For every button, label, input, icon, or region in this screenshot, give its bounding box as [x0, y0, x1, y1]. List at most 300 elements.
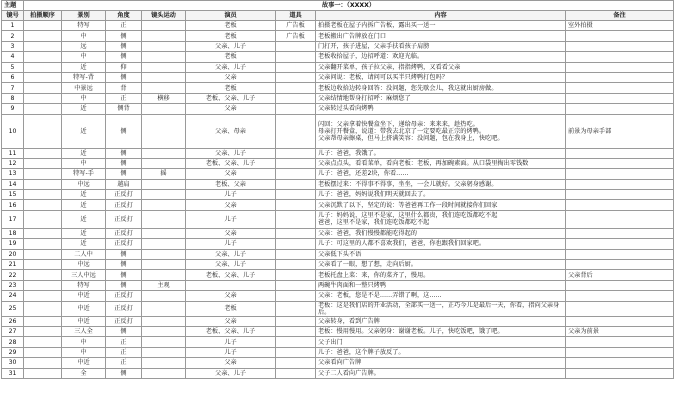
cell-props — [276, 239, 316, 249]
content-line: 父亲：爸爸，我们慢慢都能吃得起的 — [318, 230, 417, 238]
cell-actors: 父亲 — [186, 228, 276, 238]
table-row — [2, 326, 674, 336]
cell-actors: 父亲、儿子 — [186, 148, 276, 158]
cell-content — [316, 72, 566, 82]
cell-angle: 正反打 — [106, 301, 142, 316]
cell-actors: 老板 — [186, 301, 276, 316]
cell-note — [566, 190, 674, 200]
cell-order — [24, 249, 62, 259]
cell-props — [276, 270, 316, 280]
content-line: 父亲沉默了以下，坚定的说：等爸爸再工作一段时间就接你们回家 — [318, 201, 498, 209]
cell-angle: 正反打 — [106, 239, 142, 249]
cell-note — [566, 62, 674, 72]
cell-shot-size: 特写-背 — [62, 72, 106, 82]
cell-angle: 正反打 — [106, 291, 142, 301]
cell-order — [24, 41, 62, 51]
cell-content — [316, 114, 566, 148]
cell-shot-size: 中远 — [62, 179, 106, 189]
story-title: 故事一：（XXXX） — [24, 1, 674, 11]
cell-camera-move: 主观 — [142, 280, 186, 290]
cell-note — [566, 347, 674, 357]
cell-shot-size: 近 — [62, 104, 106, 114]
content-line: 父亲翻开菜单，孩子拉父亲，指指烤鸭，又看看父亲 — [318, 63, 461, 71]
cell-shot-number: 10 — [2, 114, 24, 148]
table-row — [2, 148, 674, 158]
cell-angle: 侧 — [106, 249, 142, 259]
cell-camera-move — [142, 337, 186, 347]
cell-note — [566, 337, 674, 347]
content-line: 父亲帮母亲擦桌，但马上挤满笑容：没问题，包在我身上，快吃吧。 — [318, 134, 504, 142]
cell-order — [24, 270, 62, 280]
cell-actors: 儿子 — [186, 190, 276, 200]
cell-actors: 老板、父亲、儿子 — [186, 326, 276, 336]
cell-actors: 儿子 — [186, 337, 276, 347]
cell-order — [24, 200, 62, 210]
cell-order — [24, 291, 62, 301]
cell-angle: 侧 — [106, 260, 142, 270]
cell-angle: 侧 — [106, 280, 142, 290]
cell-camera-move — [142, 148, 186, 158]
cell-shot-number: 8 — [2, 93, 24, 103]
cell-camera-move — [142, 72, 186, 82]
cell-order — [24, 368, 62, 378]
cell-angle: 正反打 — [106, 200, 142, 210]
column-header: 内容 — [316, 11, 566, 21]
table-row — [2, 210, 674, 228]
cell-content — [316, 190, 566, 200]
content-line: 母亲打开餐盒，说道：带我去北京了一定要吃最正宗的烤鸭。 — [318, 127, 486, 135]
cell-shot-number: 21 — [2, 260, 24, 270]
cell-props — [276, 326, 316, 336]
cell-actors: 老板 — [186, 83, 276, 93]
cell-props — [276, 301, 316, 316]
table-row — [2, 358, 674, 368]
cell-content — [316, 347, 566, 357]
content-line: 老板收拾屋子，边招呼道：欢迎光临。 — [318, 53, 424, 61]
cell-actors: 儿子 — [186, 210, 276, 228]
cell-actors: 父亲、儿子 — [186, 368, 276, 378]
cell-angle: 侧 — [106, 148, 142, 158]
cell-props — [276, 158, 316, 168]
cell-shot-number: 17 — [2, 210, 24, 228]
table-row — [2, 200, 674, 210]
cell-camera-move — [142, 41, 186, 51]
cell-angle: 正反打 — [106, 210, 142, 228]
cell-order — [24, 190, 62, 200]
content-line: 父亲结情地帮身打招呼：麻烦您了 — [318, 94, 411, 102]
table-row — [2, 260, 674, 270]
cell-shot-number: 31 — [2, 368, 24, 378]
cell-shot-number: 15 — [2, 190, 24, 200]
cell-shot-size: 中远 — [62, 260, 106, 270]
cell-props — [276, 93, 316, 103]
cell-camera-move — [142, 200, 186, 210]
cell-actors: 父亲 — [186, 291, 276, 301]
cell-note — [566, 72, 674, 82]
cell-shot-size: 三人全 — [62, 326, 106, 336]
cell-order — [24, 301, 62, 316]
cell-shot-size: 中近 — [62, 291, 106, 301]
content-line: 闪回：父亲拿着快餐盒坐下，递给母亲：来来来，趁热吃。 — [318, 120, 479, 128]
cell-content — [316, 239, 566, 249]
cell-shot-number: 22 — [2, 270, 24, 280]
cell-props — [276, 210, 316, 228]
cell-note — [566, 301, 674, 316]
cell-note — [566, 280, 674, 290]
cell-order — [24, 158, 62, 168]
cell-content — [316, 249, 566, 259]
table-row — [2, 31, 674, 41]
cell-shot-number: 1 — [2, 21, 24, 31]
cell-shot-number: 30 — [2, 358, 24, 368]
cell-order — [24, 326, 62, 336]
cell-order — [24, 31, 62, 41]
header-row — [2, 11, 674, 21]
cell-camera-move: 横移 — [142, 93, 186, 103]
cell-props — [276, 179, 316, 189]
content-line: 父子二人看向广告牌。 — [318, 369, 380, 377]
cell-camera-move — [142, 210, 186, 228]
cell-shot-number: 16 — [2, 200, 24, 210]
cell-props: 广告板 — [276, 31, 316, 41]
table-row — [2, 270, 674, 280]
cell-content — [316, 210, 566, 228]
cell-order — [24, 260, 62, 270]
cell-props — [276, 249, 316, 259]
cell-shot-size: 近 — [62, 210, 106, 228]
cell-content — [316, 179, 566, 189]
cell-shot-number: 23 — [2, 280, 24, 290]
table-row — [2, 104, 674, 114]
cell-angle: 正 — [106, 21, 142, 31]
content-line: 儿子：爸爸，还差2块，你看…… — [318, 170, 409, 178]
cell-shot-number: 26 — [2, 316, 24, 326]
cell-actors: 老板 — [186, 52, 276, 62]
cell-shot-number: 2 — [2, 31, 24, 41]
table-row — [2, 301, 674, 316]
cell-actors — [186, 280, 276, 290]
cell-content — [316, 41, 566, 51]
cell-shot-size: 中 — [62, 31, 106, 41]
table-row — [2, 190, 674, 200]
cell-angle: 侧 — [106, 326, 142, 336]
cell-camera-move — [142, 21, 186, 31]
cell-angle: 正反打 — [106, 190, 142, 200]
cell-order — [24, 104, 62, 114]
cell-camera-move — [142, 62, 186, 72]
cell-shot-number: 11 — [2, 148, 24, 158]
cell-order — [24, 62, 62, 72]
cell-order — [24, 239, 62, 249]
table-row — [2, 347, 674, 357]
cell-order — [24, 228, 62, 238]
content-line: 父亲转过头看向烤鸭 — [318, 105, 374, 113]
content-line: 老板：这是我们店的开业活动，全部买一送一，正巧今儿是最后一天，你看，指向父亲身后。 — [318, 301, 560, 316]
cell-actors: 父亲、母亲 — [186, 114, 276, 148]
column-header: 备注 — [566, 11, 674, 21]
cell-content — [316, 52, 566, 62]
table-row — [2, 169, 674, 179]
cell-shot-size: 远 — [62, 41, 106, 51]
cell-shot-size: 特写 — [62, 21, 106, 31]
cell-props — [276, 148, 316, 158]
cell-note — [566, 83, 674, 93]
table-row — [2, 158, 674, 168]
cell-props — [276, 169, 316, 179]
cell-content — [316, 21, 566, 31]
cell-content — [316, 228, 566, 238]
cell-content — [316, 291, 566, 301]
cell-content — [316, 368, 566, 378]
cell-actors: 父亲 — [186, 169, 276, 179]
cell-shot-size: 三人中远 — [62, 270, 106, 280]
cell-shot-size: 中 — [62, 347, 106, 357]
table-row — [2, 368, 674, 378]
cell-shot-size: 全 — [62, 368, 106, 378]
cell-props — [276, 358, 316, 368]
table-row — [2, 291, 674, 301]
cell-props — [276, 280, 316, 290]
column-header: 道具 — [276, 11, 316, 21]
cell-actors: 老板、父亲 — [186, 179, 276, 189]
cell-props — [276, 72, 316, 82]
cell-content — [316, 93, 566, 103]
cell-content — [316, 148, 566, 158]
cell-camera-move — [142, 358, 186, 368]
cell-camera-move — [142, 104, 186, 114]
cell-note — [566, 104, 674, 114]
cell-actors: 父亲 — [186, 104, 276, 114]
cell-shot-size: 近 — [62, 148, 106, 158]
cell-props: 广告板 — [276, 21, 316, 31]
content-line: 父亲看向广告牌 — [318, 359, 362, 367]
cell-shot-number: 6 — [2, 72, 24, 82]
cell-actors: 儿子 — [186, 347, 276, 357]
table-row — [2, 21, 674, 31]
content-line: 父亲问说：老板，请问可以买半只烤鸭打包吗？ — [318, 74, 448, 82]
content-line: 父亲：老板，您是不是……弄错了啊，这…… — [318, 292, 442, 300]
cell-actors: 父亲、儿子 — [186, 249, 276, 259]
cell-shot-number: 9 — [2, 104, 24, 114]
cell-order — [24, 83, 62, 93]
column-header: 角度 — [106, 11, 142, 21]
column-header: 景别 — [62, 11, 106, 21]
table-row — [2, 83, 674, 93]
cell-shot-size: 中近 — [62, 301, 106, 316]
cell-shot-number: 5 — [2, 62, 24, 72]
cell-props — [276, 52, 316, 62]
cell-order — [24, 358, 62, 368]
cell-camera-move — [142, 239, 186, 249]
table-row — [2, 62, 674, 72]
cell-note — [566, 249, 674, 259]
cell-props — [276, 83, 316, 93]
cell-angle: 正 — [106, 347, 142, 357]
cell-shot-number: 24 — [2, 291, 24, 301]
cell-content — [316, 83, 566, 93]
cell-content — [316, 337, 566, 347]
cell-shot-size: 中景远 — [62, 83, 106, 93]
table-row — [2, 280, 674, 290]
cell-props — [276, 368, 316, 378]
cell-shot-size: 中近 — [62, 316, 106, 326]
cell-camera-move — [142, 228, 186, 238]
cell-actors: 父亲 — [186, 316, 276, 326]
cell-props — [276, 337, 316, 347]
cell-note — [566, 179, 674, 189]
cell-shot-number: 12 — [2, 158, 24, 168]
cell-shot-number: 27 — [2, 326, 24, 336]
cell-angle: 正 — [106, 337, 142, 347]
table-row — [2, 52, 674, 62]
cell-note — [566, 52, 674, 62]
cell-order — [24, 347, 62, 357]
cell-props — [276, 62, 316, 72]
cell-actors: 老板、父亲、儿子 — [186, 270, 276, 280]
cell-content — [316, 270, 566, 280]
cell-order — [24, 337, 62, 347]
cell-props — [276, 347, 316, 357]
cell-angle: 侧背 — [106, 104, 142, 114]
cell-content — [316, 158, 566, 168]
cell-actors: 老板、父亲、儿子 — [186, 93, 276, 103]
cell-note — [566, 148, 674, 158]
cell-angle: 越肩 — [106, 179, 142, 189]
cell-shot-size: 近 — [62, 239, 106, 249]
cell-camera-move — [142, 291, 186, 301]
content-line: 儿子：妈妈说，这里不是家，这里什么都贵，我们连吃饭都吃不起 — [318, 212, 498, 220]
cell-shot-size: 中 — [62, 337, 106, 347]
content-line: 门打开，孩子进屋，父亲手扶看孩子肩膀 — [318, 42, 430, 50]
cell-note — [566, 158, 674, 168]
cell-note — [566, 93, 674, 103]
cell-angle: 侧 — [106, 270, 142, 280]
cell-props — [276, 114, 316, 148]
table-row — [2, 93, 674, 103]
cell-shot-size: 中 — [62, 52, 106, 62]
cell-camera-move — [142, 301, 186, 316]
table-row — [2, 239, 674, 249]
title-row — [2, 1, 674, 11]
content-line: 儿子：爸爸，妈妈说我们明天就回去了。 — [318, 191, 430, 199]
cell-shot-size: 近 — [62, 200, 106, 210]
cell-shot-number: 3 — [2, 41, 24, 51]
cell-content — [316, 62, 566, 72]
cell-angle: 正反打 — [106, 316, 142, 326]
cell-angle: 正 — [106, 358, 142, 368]
cell-actors: 父亲 — [186, 200, 276, 210]
cell-camera-move — [142, 368, 186, 378]
cell-note: 父亲为前景 — [566, 326, 674, 336]
cell-order — [24, 316, 62, 326]
cell-note — [566, 358, 674, 368]
cell-shot-size: 特写 — [62, 280, 106, 290]
cell-actors: 父亲 — [186, 72, 276, 82]
cell-angle: 背 — [106, 83, 142, 93]
content-line: 老板摆过来：不得事不得事，坐坐，一会儿就好。父亲躬身感谢。 — [318, 180, 498, 188]
content-line: 儿子：可这里的人都不喜欢我们，爸爸，你也跟我们回家吧。 — [318, 240, 486, 248]
cell-camera-move — [142, 83, 186, 93]
cell-camera-move — [142, 326, 186, 336]
content-line: 拍摄老板在屋子内拆广告板，露出买一送一 — [318, 22, 436, 30]
cell-note — [566, 368, 674, 378]
content-line: 儿子：爸爸，这个牌子放反了。 — [318, 348, 405, 356]
cell-order — [24, 210, 62, 228]
cell-props — [276, 41, 316, 51]
cell-angle: 仰 — [106, 62, 142, 72]
content-line: 父子出门 — [318, 338, 343, 346]
cell-shot-size: 近 — [62, 114, 106, 148]
cell-shot-number: 29 — [2, 347, 24, 357]
cell-props — [276, 190, 316, 200]
cell-actors: 父亲 — [186, 358, 276, 368]
cell-angle: 正 — [106, 93, 142, 103]
cell-order — [24, 114, 62, 148]
cell-content — [316, 316, 566, 326]
cell-note — [566, 316, 674, 326]
cell-angle: 侧 — [106, 52, 142, 62]
cell-angle: 侧 — [106, 31, 142, 41]
cell-content — [316, 358, 566, 368]
content-line: 父亲低下头不语 — [318, 250, 362, 258]
content-line: 老板托盘上菜：来，你的菜齐了，慢用。 — [318, 271, 430, 279]
table-row — [2, 72, 674, 82]
column-header: 镜号 — [2, 11, 24, 21]
table-row — [2, 41, 674, 51]
cell-camera-move — [142, 190, 186, 200]
cell-shot-number: 18 — [2, 228, 24, 238]
cell-content — [316, 169, 566, 179]
content-line: 老板边收拾边转身回答：没问题，您先歇会儿，我这就出厨房做。 — [318, 84, 498, 92]
cell-note — [566, 41, 674, 51]
cell-note — [566, 239, 674, 249]
cell-content — [316, 301, 566, 316]
cell-actors: 老板 — [186, 31, 276, 41]
content-line: 儿子：爸爸，我饿了。 — [318, 149, 380, 157]
cell-shot-number: 7 — [2, 83, 24, 93]
cell-props — [276, 104, 316, 114]
cell-order — [24, 169, 62, 179]
cell-actors: 儿子 — [186, 239, 276, 249]
column-header: 镜头运动 — [142, 11, 186, 21]
cell-angle: 侧 — [106, 72, 142, 82]
table-row — [2, 249, 674, 259]
cell-content — [316, 280, 566, 290]
content-line: 父亲看了一眼，想了想，走向后厨。 — [318, 261, 417, 269]
cell-props — [276, 291, 316, 301]
cell-content — [316, 200, 566, 210]
cell-shot-size: 近 — [62, 228, 106, 238]
cell-content — [316, 31, 566, 41]
cell-angle: 侧 — [106, 41, 142, 51]
cell-shot-size: 近 — [62, 190, 106, 200]
cell-order — [24, 21, 62, 31]
cell-camera-move — [142, 347, 186, 357]
content-line: 父亲转身，看到广告牌 — [318, 317, 380, 325]
cell-shot-number: 14 — [2, 179, 24, 189]
cell-note: 室外拍摄 — [566, 21, 674, 31]
cell-content — [316, 260, 566, 270]
cell-note: 前景为母亲手部 — [566, 114, 674, 148]
cell-note — [566, 31, 674, 41]
cell-actors: 父亲、儿子 — [186, 260, 276, 270]
cell-order — [24, 280, 62, 290]
cell-note — [566, 200, 674, 210]
cell-order — [24, 52, 62, 62]
cell-props — [276, 260, 316, 270]
cell-actors: 老板、父亲、儿子 — [186, 158, 276, 168]
cell-order — [24, 148, 62, 158]
